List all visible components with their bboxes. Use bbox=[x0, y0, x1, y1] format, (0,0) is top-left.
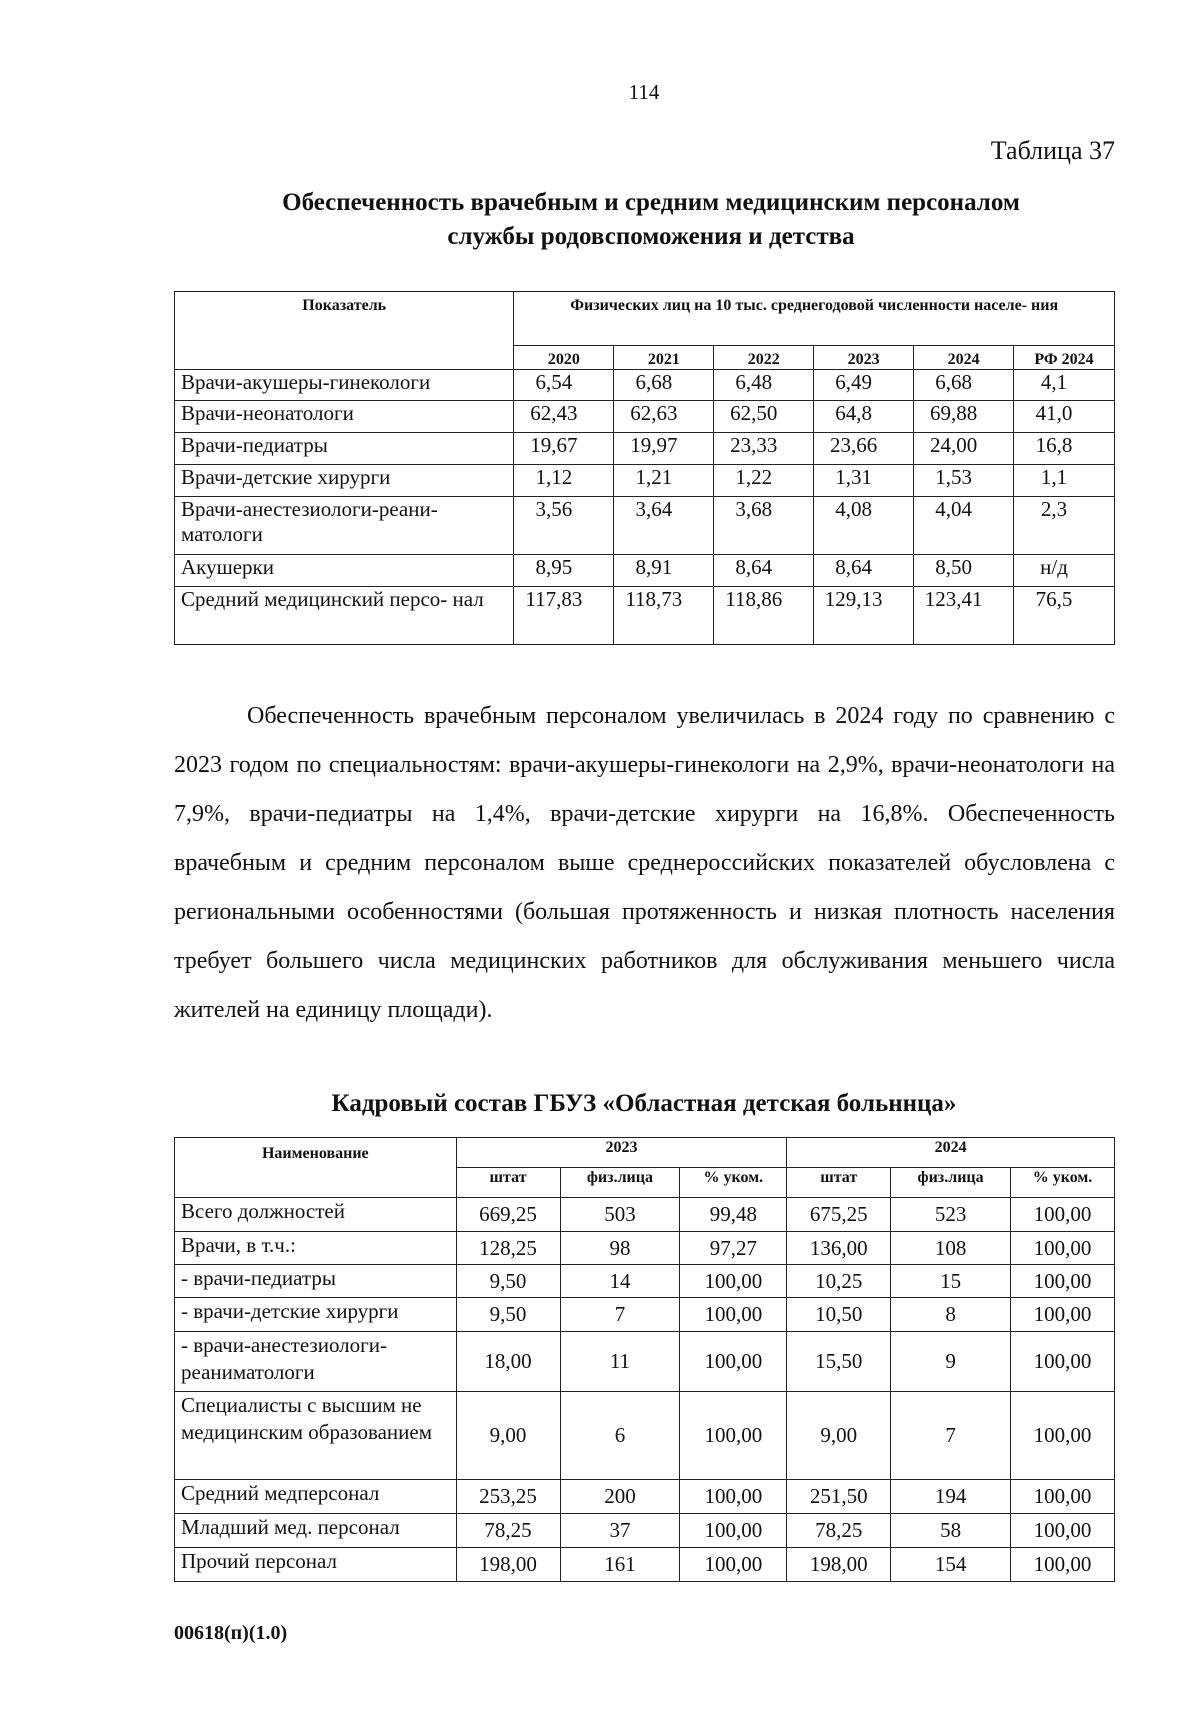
cell-value: 100,00 bbox=[1011, 1548, 1115, 1582]
cell-value: 3,56 bbox=[514, 497, 614, 555]
cell-value: 9 bbox=[891, 1332, 1011, 1392]
table-row bbox=[175, 1480, 1115, 1514]
cell-value: 19,67 bbox=[514, 433, 614, 465]
cell-value: 41,0 bbox=[1014, 401, 1115, 433]
row-label: - врачи-педиатры bbox=[175, 1265, 457, 1298]
cell-value: 6,68 bbox=[614, 370, 714, 401]
cell-value: 123,41 bbox=[914, 587, 1014, 645]
staffing-ratio-table bbox=[174, 291, 1115, 645]
table-row bbox=[175, 433, 1115, 465]
cell-value: 16,8 bbox=[1014, 433, 1115, 465]
cell-value: 97,27 bbox=[680, 1232, 787, 1265]
cell-value: 198,00 bbox=[456, 1548, 560, 1582]
cell-value: 4,08 bbox=[814, 497, 914, 555]
document-code: 00618(п)(1.0) bbox=[174, 1622, 288, 1644]
cell-value: 669,25 bbox=[456, 1198, 560, 1232]
table1-title-line1: Обеспеченность врачебным и средним медицинским персоналом bbox=[282, 189, 1020, 216]
cell-value: 108 bbox=[891, 1232, 1011, 1265]
cell-value: 98 bbox=[560, 1232, 680, 1265]
table-row bbox=[175, 587, 1115, 645]
table-row bbox=[175, 1332, 1115, 1392]
table-row bbox=[175, 1392, 1115, 1480]
cell-value: 62,63 bbox=[614, 401, 714, 433]
cell-value: 37 bbox=[560, 1514, 680, 1548]
table-row bbox=[175, 1298, 1115, 1332]
year-header: 2021 bbox=[614, 346, 714, 370]
cell-value: 100,00 bbox=[680, 1298, 787, 1332]
subheader: штат bbox=[787, 1168, 891, 1198]
cell-value: 100,00 bbox=[1011, 1480, 1115, 1514]
cell-value: 251,50 bbox=[787, 1480, 891, 1514]
cell-value: 64,8 bbox=[814, 401, 914, 433]
table2-title: Кадровый состав ГБУЗ «Областная детская больннца» bbox=[331, 1090, 957, 1117]
cell-value: 161 bbox=[560, 1548, 680, 1582]
cell-value: н/д bbox=[1014, 555, 1115, 587]
cell-value: 154 bbox=[891, 1548, 1011, 1582]
cell-value: 118,73 bbox=[614, 587, 714, 645]
cell-value: 10,25 bbox=[787, 1265, 891, 1298]
row-label: Врачи-детские хирурги bbox=[175, 465, 514, 497]
header-indicator: Показатель bbox=[175, 292, 514, 370]
row-label: Врачи-акушеры-гинекологи bbox=[175, 370, 514, 401]
cell-value: 10,50 bbox=[787, 1298, 891, 1332]
row-label: Врачи-педиатры bbox=[175, 433, 514, 465]
table1-title bbox=[0, 186, 1200, 254]
staff-composition-table bbox=[174, 1137, 1115, 1582]
header-year-2024: 2024 bbox=[787, 1138, 1115, 1168]
table-row bbox=[175, 370, 1115, 401]
row-label: Средний медперсонал bbox=[175, 1480, 457, 1514]
cell-value: 6,54 bbox=[514, 370, 614, 401]
cell-value: 100,00 bbox=[1011, 1198, 1115, 1232]
cell-value: 9,00 bbox=[456, 1392, 560, 1480]
cell-value: 11 bbox=[560, 1332, 680, 1392]
cell-value: 129,13 bbox=[814, 587, 914, 645]
row-label: Специалисты с высшим не медицинским образованием bbox=[175, 1392, 457, 1480]
year-header: РФ 2024 bbox=[1014, 346, 1115, 370]
row-label: - врачи-анестезиологи- реаниматологи bbox=[175, 1332, 457, 1392]
year-header: 2023 bbox=[814, 346, 914, 370]
cell-value: 2,3 bbox=[1014, 497, 1115, 555]
cell-value: 100,00 bbox=[680, 1392, 787, 1480]
table-row bbox=[175, 1514, 1115, 1548]
table-row bbox=[175, 401, 1115, 433]
year-header: 2024 bbox=[914, 346, 1014, 370]
cell-value: 503 bbox=[560, 1198, 680, 1232]
cell-value: 100,00 bbox=[680, 1265, 787, 1298]
cell-value: 8,64 bbox=[714, 555, 814, 587]
cell-value: 4,1 bbox=[1014, 370, 1115, 401]
cell-value: 194 bbox=[891, 1480, 1011, 1514]
cell-value: 9,50 bbox=[456, 1298, 560, 1332]
cell-value: 100,00 bbox=[680, 1480, 787, 1514]
cell-value: 18,00 bbox=[456, 1332, 560, 1392]
paragraph-text: Обеспеченность врачебным персоналом увеличилась в 2024 году по сравнению с 2023 годом по специальностям: врачи-акушеры-гинекологи на 2,9%, врачи-неонатологи на 7,9%, врачи-педиатры на 1,4%, врачи-детские хирурги на 16,8%. Обеспеченность врачебным и средним персоналом выше среднероссийских показателей обусловлена с региональными особенностями (большая протяженность и низкая плотность населения требует большего числа медицинских работников для обслуживания меньшего числа жителей на единицу площади). bbox=[174, 703, 1115, 1023]
subheader: % уком. bbox=[680, 1168, 787, 1198]
table-row bbox=[175, 555, 1115, 587]
cell-value: 69,88 bbox=[914, 401, 1014, 433]
year-header: 2022 bbox=[714, 346, 814, 370]
row-label: Акушерки bbox=[175, 555, 514, 587]
cell-value: 118,86 bbox=[714, 587, 814, 645]
cell-value: 100,00 bbox=[680, 1332, 787, 1392]
cell-value: 62,43 bbox=[514, 401, 614, 433]
cell-value: 15 bbox=[891, 1265, 1011, 1298]
cell-value: 9,00 bbox=[787, 1392, 891, 1480]
table-row bbox=[175, 1198, 1115, 1232]
cell-value: 62,50 bbox=[714, 401, 814, 433]
cell-value: 3,68 bbox=[714, 497, 814, 555]
cell-value: 6 bbox=[560, 1392, 680, 1480]
cell-value: 15,50 bbox=[787, 1332, 891, 1392]
year-header: 2020 bbox=[514, 346, 614, 370]
table-row bbox=[175, 1265, 1115, 1298]
cell-value: 7 bbox=[560, 1298, 680, 1332]
cell-value: 675,25 bbox=[787, 1198, 891, 1232]
cell-value: 1,21 bbox=[614, 465, 714, 497]
cell-value: 100,00 bbox=[1011, 1232, 1115, 1265]
cell-value: 23,66 bbox=[814, 433, 914, 465]
cell-value: 58 bbox=[891, 1514, 1011, 1548]
cell-value: 1,1 bbox=[1014, 465, 1115, 497]
row-label: Всего должностей bbox=[175, 1198, 457, 1232]
table1-title-line2: службы родовспоможения и детства bbox=[447, 223, 855, 250]
cell-value: 100,00 bbox=[1011, 1514, 1115, 1548]
table-row bbox=[175, 465, 1115, 497]
header-group: Физических лиц на 10 тыс. среднегодовой численности населе- ния bbox=[514, 292, 1115, 346]
row-label: Врачи, в т.ч.: bbox=[175, 1232, 457, 1265]
cell-value: 100,00 bbox=[1011, 1392, 1115, 1480]
cell-value: 3,64 bbox=[614, 497, 714, 555]
cell-value: 1,31 bbox=[814, 465, 914, 497]
cell-value: 100,00 bbox=[1011, 1265, 1115, 1298]
cell-value: 117,83 bbox=[514, 587, 614, 645]
table-row bbox=[175, 1232, 1115, 1265]
cell-value: 78,25 bbox=[456, 1514, 560, 1548]
subheader: % уком. bbox=[1011, 1168, 1115, 1198]
cell-value: 198,00 bbox=[787, 1548, 891, 1582]
header-year-2023: 2023 bbox=[456, 1138, 787, 1168]
row-label: Врачи-неонатологи bbox=[175, 401, 514, 433]
cell-value: 9,50 bbox=[456, 1265, 560, 1298]
cell-value: 100,00 bbox=[680, 1514, 787, 1548]
table-row bbox=[175, 497, 1115, 555]
cell-value: 1,22 bbox=[714, 465, 814, 497]
cell-value: 1,12 bbox=[514, 465, 614, 497]
row-label: Прочий персонал bbox=[175, 1548, 457, 1582]
cell-value: 136,00 bbox=[787, 1232, 891, 1265]
cell-value: 8 bbox=[891, 1298, 1011, 1332]
cell-value: 23,33 bbox=[714, 433, 814, 465]
cell-value: 8,50 bbox=[914, 555, 1014, 587]
table-row bbox=[175, 1548, 1115, 1582]
row-label: Средний медицинский персо- нал bbox=[175, 587, 514, 645]
cell-value: 100,00 bbox=[680, 1548, 787, 1582]
cell-value: 100,00 bbox=[1011, 1332, 1115, 1392]
cell-value: 8,91 bbox=[614, 555, 714, 587]
cell-value: 6,49 bbox=[814, 370, 914, 401]
cell-value: 253,25 bbox=[456, 1480, 560, 1514]
cell-value: 7 bbox=[891, 1392, 1011, 1480]
cell-value: 78,25 bbox=[787, 1514, 891, 1548]
cell-value: 6,68 bbox=[914, 370, 1014, 401]
cell-value: 128,25 bbox=[456, 1232, 560, 1265]
row-label: Врачи-анестезиологи-реани- матологи bbox=[175, 497, 514, 555]
page-number: 114 bbox=[628, 80, 660, 104]
cell-value: 99,48 bbox=[680, 1198, 787, 1232]
cell-value: 523 bbox=[891, 1198, 1011, 1232]
cell-value: 14 bbox=[560, 1265, 680, 1298]
row-label: Младший мед. персонал bbox=[175, 1514, 457, 1548]
subheader: физ.лица bbox=[560, 1168, 680, 1198]
cell-value: 100,00 bbox=[1011, 1298, 1115, 1332]
cell-value: 8,64 bbox=[814, 555, 914, 587]
subheader: штат bbox=[456, 1168, 560, 1198]
body-paragraph bbox=[174, 692, 1115, 1035]
cell-value: 76,5 bbox=[1014, 587, 1115, 645]
cell-value: 1,53 bbox=[914, 465, 1014, 497]
header-name: Наименование bbox=[175, 1138, 457, 1198]
cell-value: 19,97 bbox=[614, 433, 714, 465]
table-label: Таблица 37 bbox=[990, 136, 1115, 165]
cell-value: 4,04 bbox=[914, 497, 1014, 555]
cell-value: 6,48 bbox=[714, 370, 814, 401]
cell-value: 8,95 bbox=[514, 555, 614, 587]
cell-value: 200 bbox=[560, 1480, 680, 1514]
row-label: - врачи-детские хирурги bbox=[175, 1298, 457, 1332]
subheader: физ.лица bbox=[891, 1168, 1011, 1198]
cell-value: 24,00 bbox=[914, 433, 1014, 465]
